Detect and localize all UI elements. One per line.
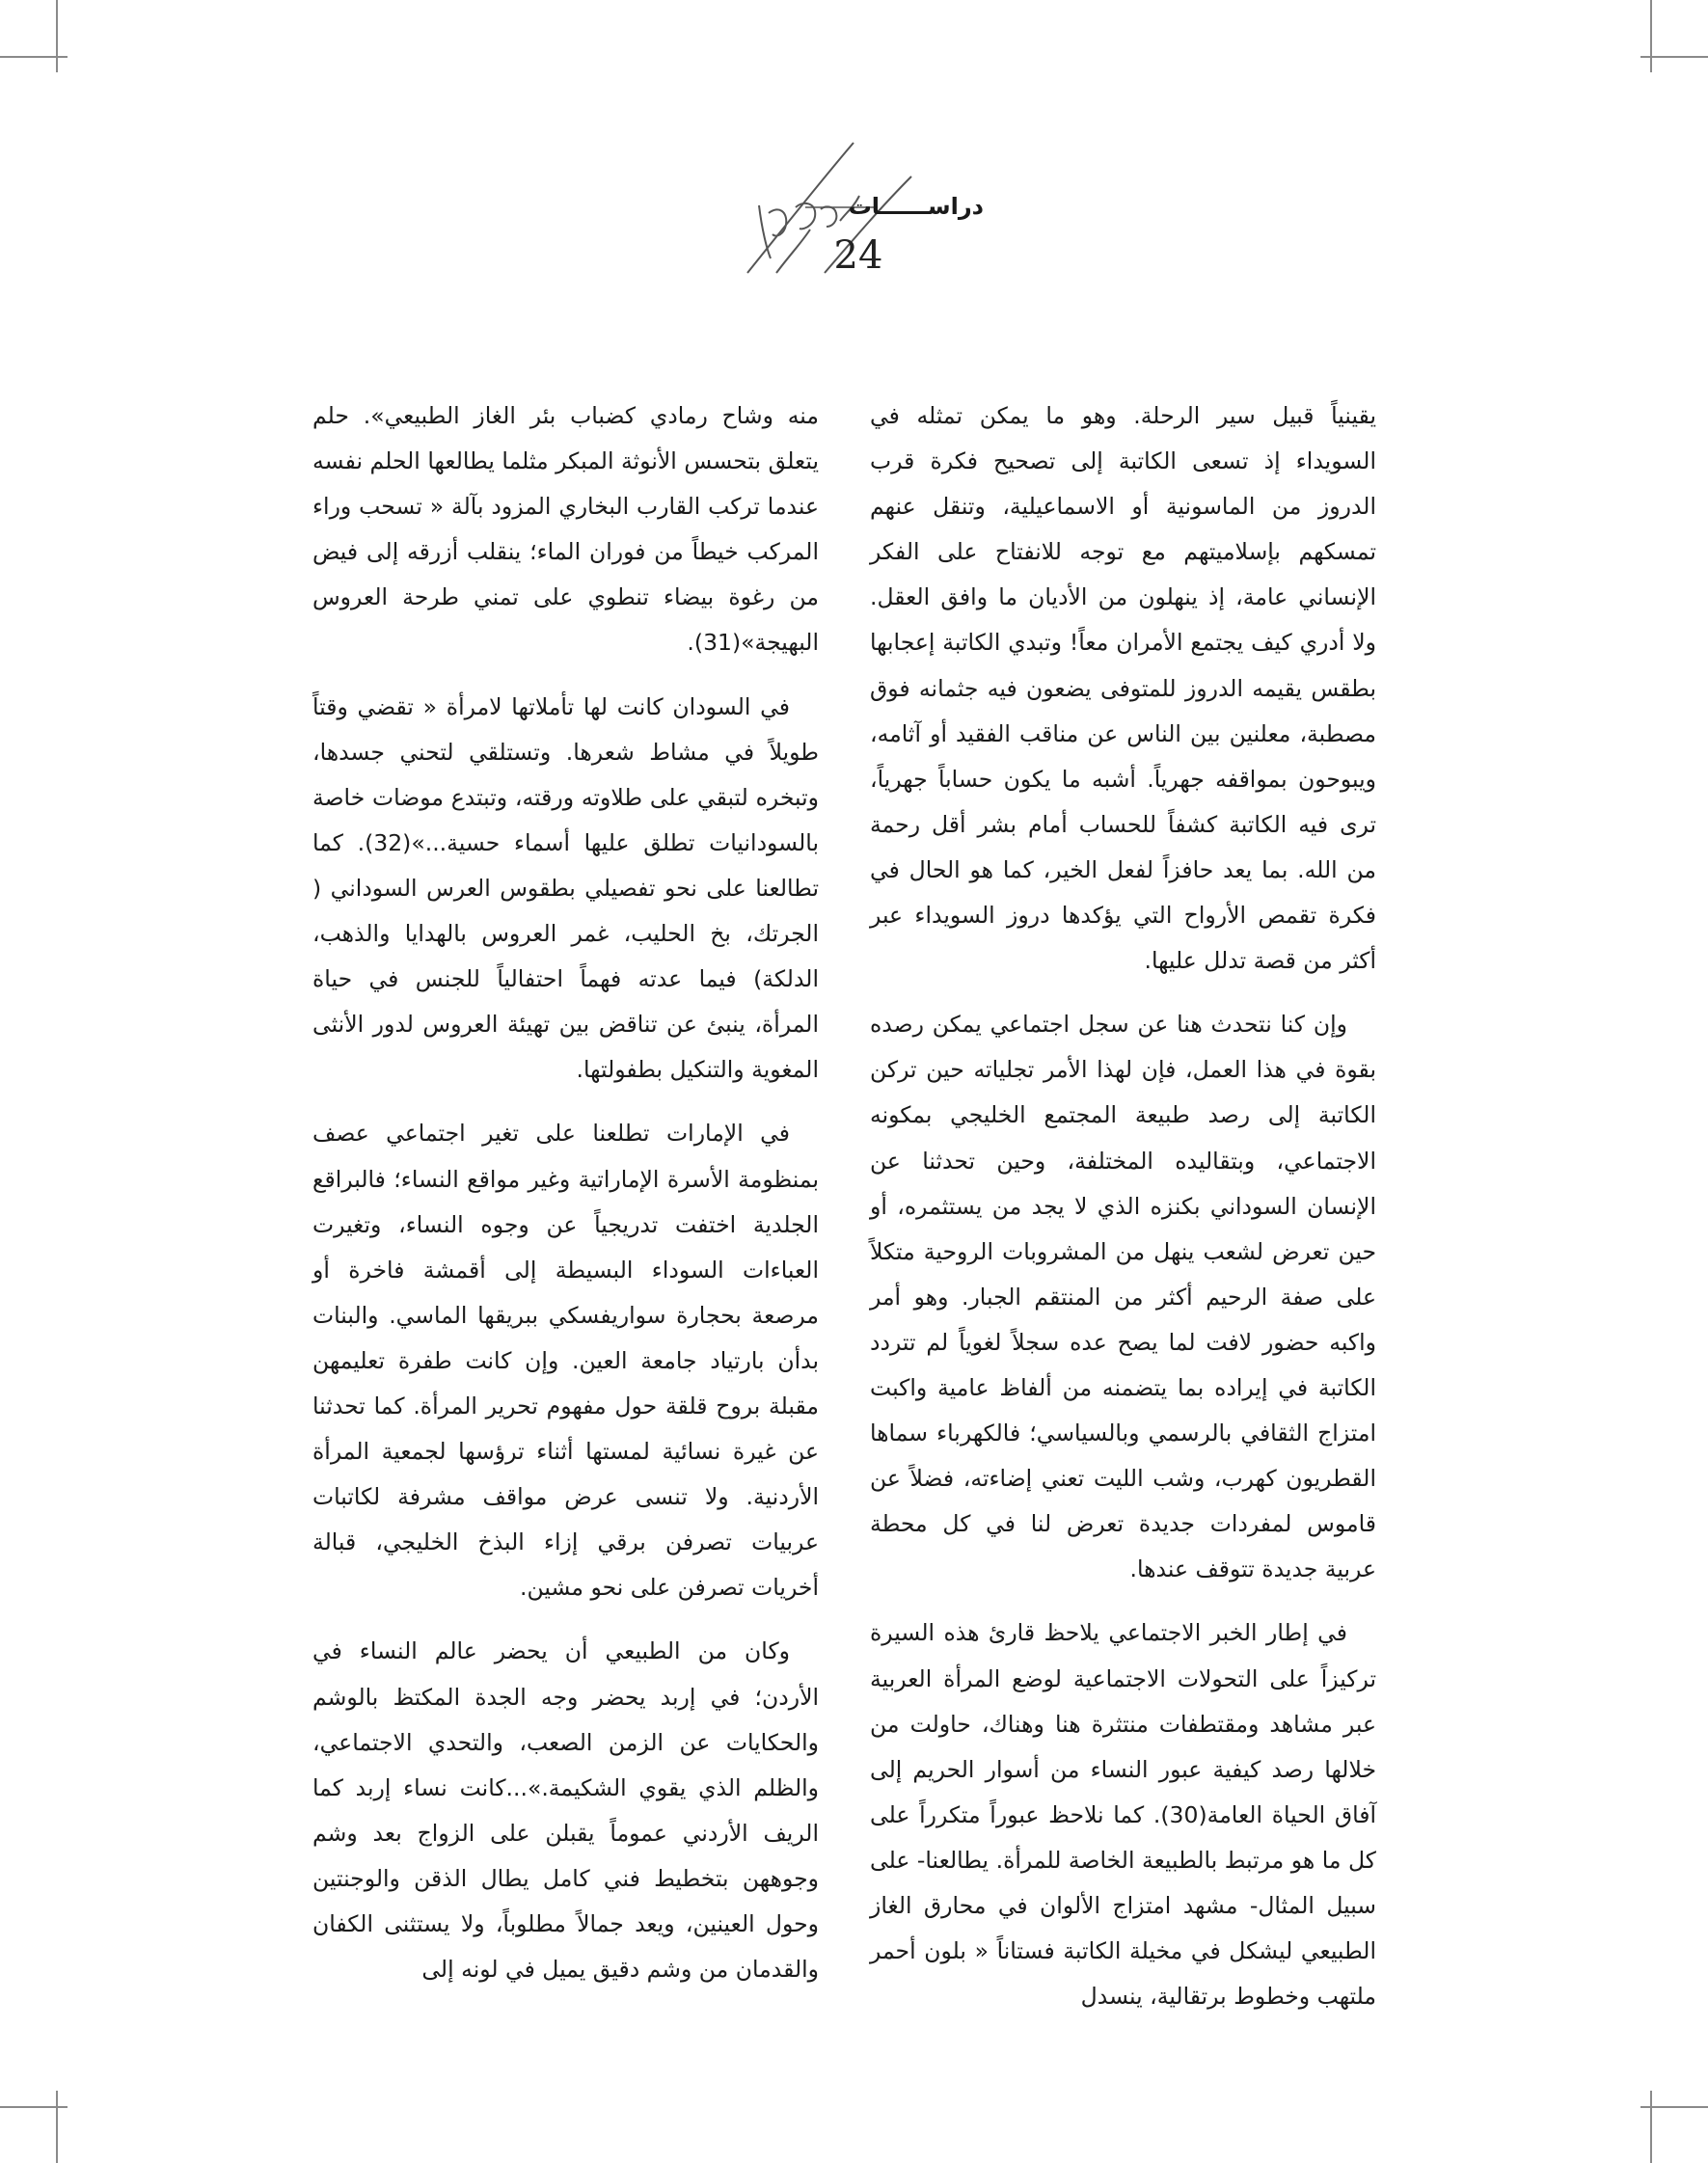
paragraph: في السودان كانت لها تأملاتها لامرأة « تقضي وقتاً طويلاً في مشاط شعرها. وتستلقي لتحني جسدها، وتبخره لتبقي على طلاوته ورقته، وتبتدع موضات خاصة بالسودانيات تطلق عليها أسماء حسية...»(32). كما تطالعنا على نحو تفصيلي بطقوس العرس السوداني ( الجرتك، بخ الحليب، غمر العروس بالهدايا والذهب، الدلكة) فيما عدته فهماً احتفالياً للجنس في حياة المرأة، ينبئ عن تناقض بين تهيئة العروس لدور الأنثى المغوية والتنكيل بطفولتها. <box>312 692 819 1084</box>
section-label: دراســــــات <box>848 193 984 220</box>
paragraph: منه وشاح رمادي كضباب بئر الغاز الطبيعي». حلم يتعلق بتحسس الأنوثة المبكر مثلما يطالعها الحلم نفسه عندما تركب القارب البخاري المزود بآلة « تسحب وراء المركب خيطاً من فوران الماء؛ ينقلب أزرقه إلى فيض من رغوة بيضاء تنطوي على تمني طرحة العروس البهيجة»(31). <box>312 402 819 657</box>
paragraph: في إطار الخبر الاجتماعي يلاحظ قارئ هذه السيرة تركيزاً على التحولات الاجتماعية لوضع المرأة العربية عبر مشاهد ومقتطفات منتثرة هنا وهناك، حاولت من خلالها رصد كيفية عبور النساء من أسوار الحريم إلى آفاق الحياة العامة(30). كما نلاحظ عبوراً متكرراً على كل ما هو مرتبط بالطبيعة الخاصة للمرأة. يطالعنا- على سبيل المثال- مشهد امتزاج الألوان في محارق الغاز الطبيعي ليشكل في مخيلة الكاتبة فستاناً « بلون أحمر ملتهب وخطوط برتقالية، ينسدل <box>870 1619 1376 2011</box>
page-number: 24 <box>833 233 883 278</box>
crop-mark-top-left <box>56 0 58 72</box>
crop-mark-bottom-left <box>56 2091 58 2163</box>
paragraph: في الإمارات تطلعنا على تغير اجتماعي عصف بمنظومة الأسرة الإماراتية وغير مواقع النساء؛ فالبراقع الجلدية اختفت تدريجياً عن وجوه النساء، وتغيرت العباءات السوداء البسيطة إلى أقمشة فاخرة أو مرصعة بحجارة سواريفسكي ببريقها الماسي. والبنات بدأن بارتياد جامعة العين. وإن كانت طفرة تعليمهن مقبلة بروح قلقة حول مفهوم تحرير المرأة. كما تحدثنا عن غيرة نسائية لمستها أثناء ترؤسها لجمعية المرأة الأردنية. ولا تنسى عرض مواقف مشرفة لكاتبات عربيات تصرفن برقي إزاء البذخ الخليجي، قبالة أخريات تصرفن على نحو مشين. <box>312 1120 819 1602</box>
crop-mark-top-left-h <box>0 56 68 58</box>
text-column-left <box>312 393 819 1984</box>
paragraph: وكان من الطبيعي أن يحضر عالم النساء في الأردن؛ في إربد يحضر وجه الجدة المكتظ بالوشم والحكايات عن الزمن الصعب، والتحدي الاجتماعي، والظلم الذي يقوي الشكيمة.»...كانت نساء إربد كما الريف الأردني عموماً يقبلن على الزواج بعد وشم وجوههن بتخطيط فني كامل يطال الذقن والوجنتين وحول العينين، ويعد جمالاً مطلوباً، ولا يستثنى الكفان والقدمان من وشم دقيق يميل في لونه إلى <box>312 1637 819 1984</box>
crop-mark-bottom-left-h <box>0 2106 68 2108</box>
paragraph: وإن كنا نتحدث هنا عن سجل اجتماعي يمكن رصده بقوة في هذا العمل، فإن لهذا الأمر تجلياته حين تركن الكاتبة إلى رصد طبيعة المجتمع الخليجي بمكونه الاجتماعي، وبتقاليده المختلفة، وحين تحدثنا عن الإنسان السوداني بكنزه الذي لا يجد من يستثمره، أو حين تعرض لشعب ينهل من المشروبات الروحية متكلاً على صفة الرحيم أكثر من المنتقم الجبار. وهو أمر واكبه حضور لافت لما يصح عده سجلاً لغوياً لم تتردد الكاتبة في إيراده بما يتضمنه من ألفاظ عامية واكبت امتزاج الثقافي بالرسمي وبالسياسي؛ فالكهرباء سماها القطريون كهرب، وشب الليت تعني إضاءته، فضلاً عن قاموس لمفردات جديدة تعرض لنا في كل محطة عربية جديدة تتوقف عندها. <box>870 1011 1376 1583</box>
crop-mark-bottom-right <box>1650 2091 1652 2163</box>
paragraph: يقينياً قبيل سير الرحلة. وهو ما يمكن تمثله في السويداء إذ تسعى الكاتبة إلى تصحيح فكرة قرب الدروز من الماسونية أو الاسماعيلية، وتنقل عنهم تمسكهم بإسلاميتهم مع توجه للانفتاح على الفكر الإنساني عامة، إذ ينهلون من الأديان ما وافق العقل. ولا أدري كيف يجتمع الأمران معاً! وتبدي الكاتبة إعجابها بطقس يقيمه الدروز للمتوفى يضعون فيه جثمانه فوق مصطبة، معلنين بين الناس عن مناقب الفقيد أو آثامه، ويبوحون بمواقفه جهرياً. أشبه ما يكون حساباً جهرياً، ترى فيه الكاتبة كشفاً للحساب أمام بشر أقل رحمة من الله. بما يعد حافزاً لفعل الخير، كما هو الحال في فكرة تقمص الأرواح التي يؤكدها دروز السويداء عبر أكثر من قصة تدلل عليها. <box>870 402 1376 975</box>
text-column-right <box>870 393 1376 2011</box>
crop-mark-bottom-right-h <box>1640 2106 1708 2108</box>
crop-mark-top-right <box>1650 0 1652 72</box>
crop-mark-top-right-h <box>1640 56 1708 58</box>
